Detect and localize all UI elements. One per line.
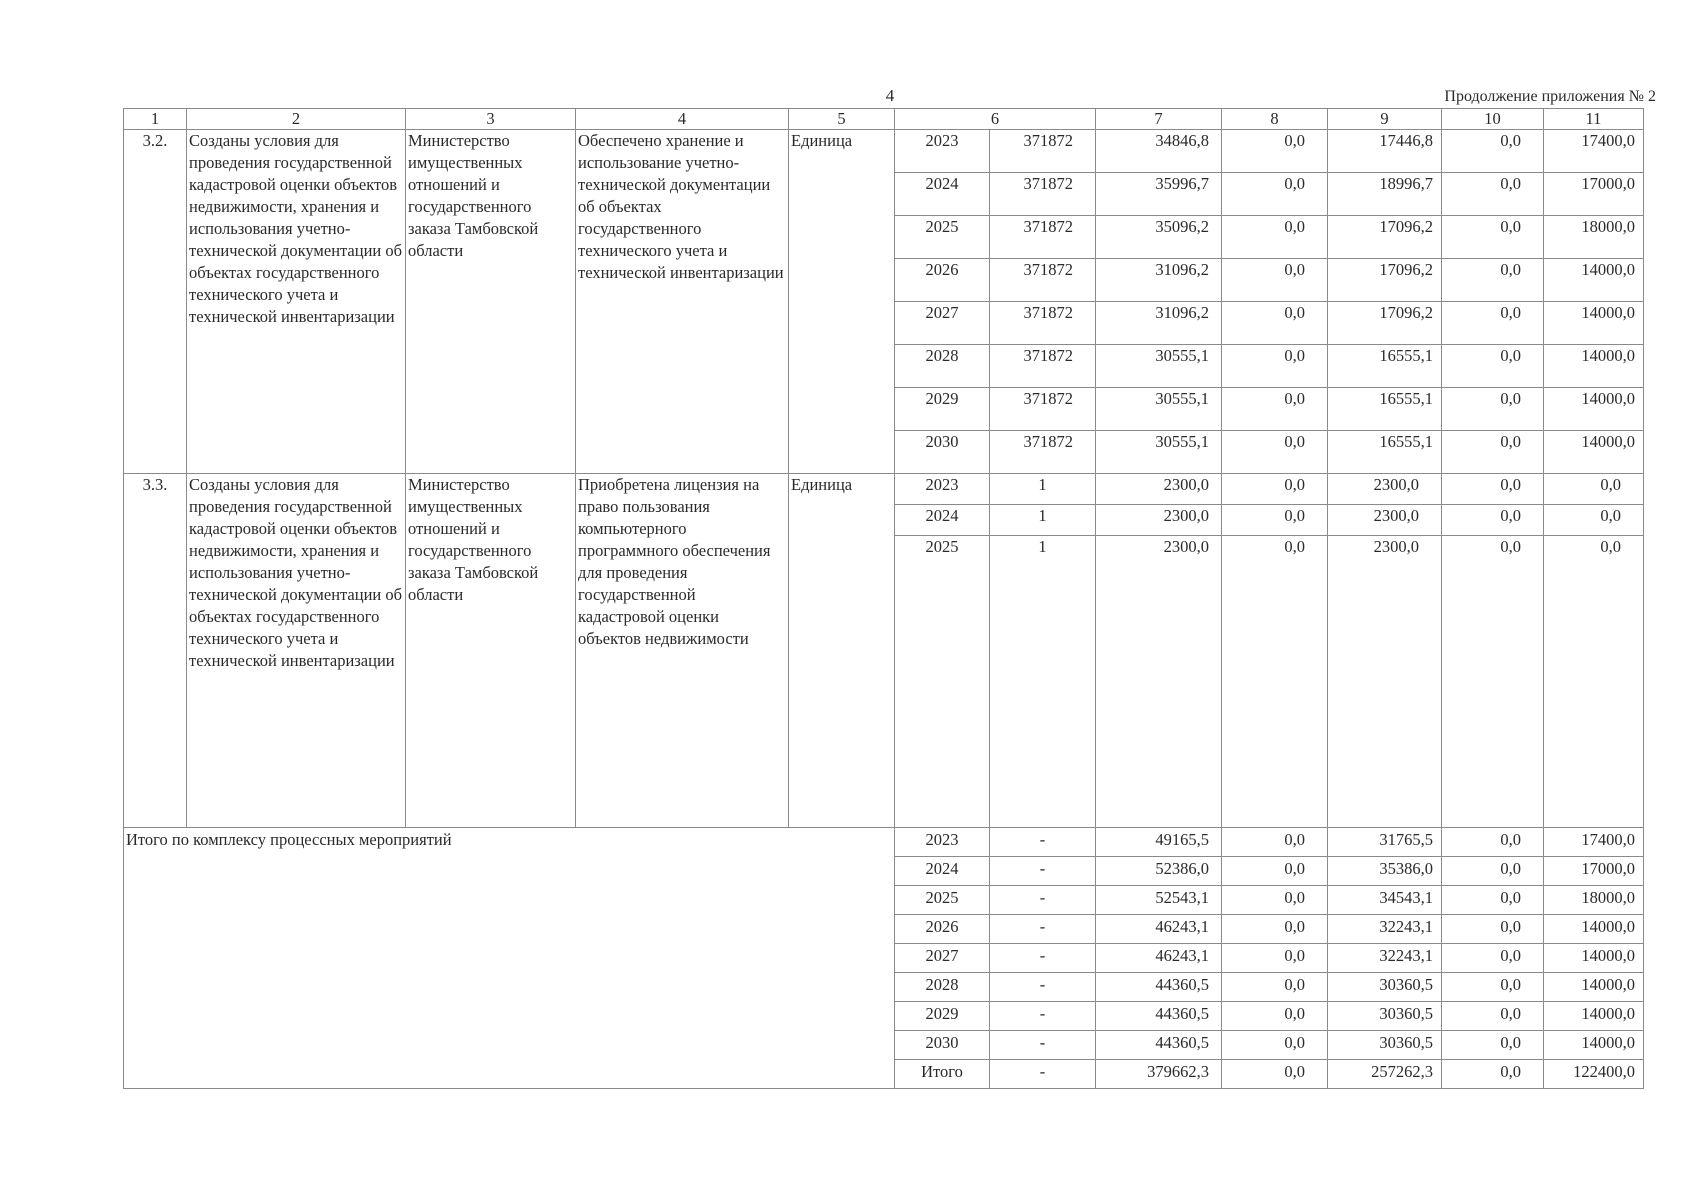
- continuation-note: Продолжение приложения № 2: [1444, 88, 1656, 105]
- year-cell: 2027: [895, 944, 990, 973]
- federal-cell: 0,0: [1222, 886, 1328, 915]
- municipal-cell: 0,0: [1442, 944, 1544, 973]
- federal-cell: 0,0: [1222, 1060, 1328, 1089]
- total-cell: 30555,1: [1096, 431, 1222, 474]
- municipal-cell: 0,0: [1442, 1002, 1544, 1031]
- column-number: 3: [406, 109, 576, 130]
- municipal-cell: 0,0: [1442, 1060, 1544, 1089]
- total-cell: 379662,3: [1096, 1060, 1222, 1089]
- value-cell: -: [990, 1031, 1096, 1060]
- municipal-cell: 0,0: [1442, 536, 1544, 828]
- federal-cell: 0,0: [1222, 302, 1328, 345]
- total-cell: 46243,1: [1096, 944, 1222, 973]
- municipal-cell: 0,0: [1442, 973, 1544, 1002]
- total-cell: 52386,0: [1096, 857, 1222, 886]
- result-description: Обеспечено хранение и использование учетно-технической документации об объектах государственного технического учета и технической инвентаризации: [576, 130, 789, 474]
- value-cell: -: [990, 828, 1096, 857]
- regional-cell: 30360,5: [1328, 1031, 1442, 1060]
- value-cell: -: [990, 944, 1096, 973]
- other-cell: 0,0: [1544, 536, 1644, 828]
- municipal-cell: 0,0: [1442, 505, 1544, 536]
- federal-cell: 0,0: [1222, 973, 1328, 1002]
- year-cell: 2030: [895, 431, 990, 474]
- column-number: 1: [124, 109, 187, 130]
- year-cell: 2026: [895, 259, 990, 302]
- year-cell: 2029: [895, 1002, 990, 1031]
- column-number: 11: [1544, 109, 1644, 130]
- year-cell: 2028: [895, 345, 990, 388]
- total-cell: 31096,2: [1096, 259, 1222, 302]
- total-cell: 2300,0: [1096, 536, 1222, 828]
- regional-cell: 2300,0: [1328, 474, 1442, 505]
- regional-cell: 16555,1: [1328, 388, 1442, 431]
- regional-cell: 17446,8: [1328, 130, 1442, 173]
- column-number: 6: [895, 109, 1096, 130]
- total-row: [124, 828, 1644, 857]
- regional-cell: 17096,2: [1328, 302, 1442, 345]
- column-number: 5: [789, 109, 895, 130]
- result-description: Приобретена лицензия на право пользования компьютерного программного обеспечения для проведения государственной кадастровой оценки объектов недвижимости: [576, 474, 789, 828]
- year-cell: 2026: [895, 915, 990, 944]
- value-cell: 371872: [990, 130, 1096, 173]
- regional-cell: 31765,5: [1328, 828, 1442, 857]
- federal-cell: 0,0: [1222, 345, 1328, 388]
- regional-cell: 30360,5: [1328, 1002, 1442, 1031]
- regional-cell: 257262,3: [1328, 1060, 1442, 1089]
- federal-cell: 0,0: [1222, 474, 1328, 505]
- total-cell: 46243,1: [1096, 915, 1222, 944]
- value-cell: -: [990, 915, 1096, 944]
- total-cell: 44360,5: [1096, 973, 1222, 1002]
- year-cell: 2024: [895, 173, 990, 216]
- year-cell: 2023: [895, 474, 990, 505]
- federal-cell: 0,0: [1222, 857, 1328, 886]
- total-cell: 44360,5: [1096, 1031, 1222, 1060]
- other-cell: 14000,0: [1544, 302, 1644, 345]
- year-cell: 2024: [895, 505, 990, 536]
- regional-cell: 16555,1: [1328, 431, 1442, 474]
- municipal-cell: 0,0: [1442, 345, 1544, 388]
- total-cell: 49165,5: [1096, 828, 1222, 857]
- page-number: 4: [885, 86, 895, 105]
- table-row: [124, 130, 1644, 173]
- year-cell: Итого: [895, 1060, 990, 1089]
- municipal-cell: 0,0: [1442, 388, 1544, 431]
- other-cell: 14000,0: [1544, 1002, 1644, 1031]
- municipal-cell: 0,0: [1442, 216, 1544, 259]
- value-cell: 371872: [990, 345, 1096, 388]
- municipal-cell: 0,0: [1442, 886, 1544, 915]
- municipal-cell: 0,0: [1442, 173, 1544, 216]
- other-cell: 17400,0: [1544, 828, 1644, 857]
- municipal-cell: 0,0: [1442, 259, 1544, 302]
- unit: Единица: [789, 474, 895, 828]
- other-cell: 17400,0: [1544, 130, 1644, 173]
- total-cell: 35996,7: [1096, 173, 1222, 216]
- year-cell: 2028: [895, 973, 990, 1002]
- federal-cell: 0,0: [1222, 536, 1328, 828]
- other-cell: 17000,0: [1544, 857, 1644, 886]
- regional-cell: 35386,0: [1328, 857, 1442, 886]
- value-cell: 1: [990, 474, 1096, 505]
- value-cell: -: [990, 1002, 1096, 1031]
- column-number: 7: [1096, 109, 1222, 130]
- regional-cell: 30360,5: [1328, 973, 1442, 1002]
- regional-cell: 2300,0: [1328, 505, 1442, 536]
- federal-cell: 0,0: [1222, 216, 1328, 259]
- unit: Единица: [789, 130, 895, 474]
- totals-label: Итого по комплексу процессных мероприятий: [124, 828, 895, 1089]
- other-cell: 14000,0: [1544, 345, 1644, 388]
- column-number: 8: [1222, 109, 1328, 130]
- value-cell: -: [990, 857, 1096, 886]
- regional-cell: 32243,1: [1328, 944, 1442, 973]
- other-cell: 0,0: [1544, 505, 1644, 536]
- value-cell: 1: [990, 536, 1096, 828]
- federal-cell: 0,0: [1222, 944, 1328, 973]
- municipal-cell: 0,0: [1442, 857, 1544, 886]
- regional-cell: 17096,2: [1328, 259, 1442, 302]
- municipal-cell: 0,0: [1442, 302, 1544, 345]
- other-cell: 17000,0: [1544, 173, 1644, 216]
- federal-cell: 0,0: [1222, 259, 1328, 302]
- regional-cell: 2300,0: [1328, 536, 1442, 828]
- column-number-row: [124, 109, 1644, 130]
- regional-cell: 34543,1: [1328, 886, 1442, 915]
- municipal-cell: 0,0: [1442, 915, 1544, 944]
- total-cell: 30555,1: [1096, 388, 1222, 431]
- federal-cell: 0,0: [1222, 1031, 1328, 1060]
- regional-cell: 18996,7: [1328, 173, 1442, 216]
- value-cell: 371872: [990, 388, 1096, 431]
- other-cell: 14000,0: [1544, 388, 1644, 431]
- row-number: 3.3.: [124, 474, 187, 828]
- value-cell: 1: [990, 505, 1096, 536]
- value-cell: 371872: [990, 216, 1096, 259]
- value-cell: 371872: [990, 173, 1096, 216]
- table-row: [124, 474, 1644, 505]
- total-cell: 52543,1: [1096, 886, 1222, 915]
- other-cell: 14000,0: [1544, 431, 1644, 474]
- total-cell: 31096,2: [1096, 302, 1222, 345]
- year-cell: 2023: [895, 828, 990, 857]
- federal-cell: 0,0: [1222, 388, 1328, 431]
- executor: Министерство имущественных отношений и государственного заказа Тамбовской области: [406, 130, 576, 474]
- year-cell: 2024: [895, 857, 990, 886]
- other-cell: 0,0: [1544, 474, 1644, 505]
- total-cell: 35096,2: [1096, 216, 1222, 259]
- other-cell: 14000,0: [1544, 944, 1644, 973]
- federal-cell: 0,0: [1222, 505, 1328, 536]
- other-cell: 14000,0: [1544, 973, 1644, 1002]
- municipal-cell: 0,0: [1442, 474, 1544, 505]
- budget-table: [123, 108, 1644, 1089]
- year-cell: 2029: [895, 388, 990, 431]
- value-cell: 371872: [990, 431, 1096, 474]
- federal-cell: 0,0: [1222, 915, 1328, 944]
- value-cell: -: [990, 1060, 1096, 1089]
- total-cell: 2300,0: [1096, 505, 1222, 536]
- column-number: 4: [576, 109, 789, 130]
- year-cell: 2025: [895, 886, 990, 915]
- executor: Министерство имущественных отношений и государственного заказа Тамбовской области: [406, 474, 576, 828]
- row-number: 3.2.: [124, 130, 187, 474]
- total-cell: 44360,5: [1096, 1002, 1222, 1031]
- task-description: Созданы условия для проведения государственной кадастровой оценки объектов недвижимости, хранения и использования учетно-технической документации об объектах государственного технического учета и технической инвентаризации: [187, 130, 406, 474]
- federal-cell: 0,0: [1222, 431, 1328, 474]
- column-number: 9: [1328, 109, 1442, 130]
- other-cell: 14000,0: [1544, 915, 1644, 944]
- year-cell: 2023: [895, 130, 990, 173]
- federal-cell: 0,0: [1222, 130, 1328, 173]
- year-cell: 2025: [895, 216, 990, 259]
- municipal-cell: 0,0: [1442, 130, 1544, 173]
- total-cell: 34846,8: [1096, 130, 1222, 173]
- regional-cell: 17096,2: [1328, 216, 1442, 259]
- total-cell: 30555,1: [1096, 345, 1222, 388]
- municipal-cell: 0,0: [1442, 431, 1544, 474]
- value-cell: 371872: [990, 302, 1096, 345]
- year-cell: 2025: [895, 536, 990, 828]
- federal-cell: 0,0: [1222, 1002, 1328, 1031]
- column-number: 2: [187, 109, 406, 130]
- year-cell: 2030: [895, 1031, 990, 1060]
- regional-cell: 32243,1: [1328, 915, 1442, 944]
- value-cell: -: [990, 886, 1096, 915]
- municipal-cell: 0,0: [1442, 828, 1544, 857]
- value-cell: -: [990, 973, 1096, 1002]
- task-description: Созданы условия для проведения государственной кадастровой оценки объектов недвижимости, хранения и использования учетно-технической документации об объектах государственного технического учета и технической инвентаризации: [187, 474, 406, 828]
- regional-cell: 16555,1: [1328, 345, 1442, 388]
- other-cell: 18000,0: [1544, 216, 1644, 259]
- total-cell: 2300,0: [1096, 474, 1222, 505]
- column-number: 10: [1442, 109, 1544, 130]
- other-cell: 122400,0: [1544, 1060, 1644, 1089]
- year-cell: 2027: [895, 302, 990, 345]
- federal-cell: 0,0: [1222, 173, 1328, 216]
- other-cell: 14000,0: [1544, 259, 1644, 302]
- other-cell: 14000,0: [1544, 1031, 1644, 1060]
- municipal-cell: 0,0: [1442, 1031, 1544, 1060]
- federal-cell: 0,0: [1222, 828, 1328, 857]
- value-cell: 371872: [990, 259, 1096, 302]
- other-cell: 18000,0: [1544, 886, 1644, 915]
